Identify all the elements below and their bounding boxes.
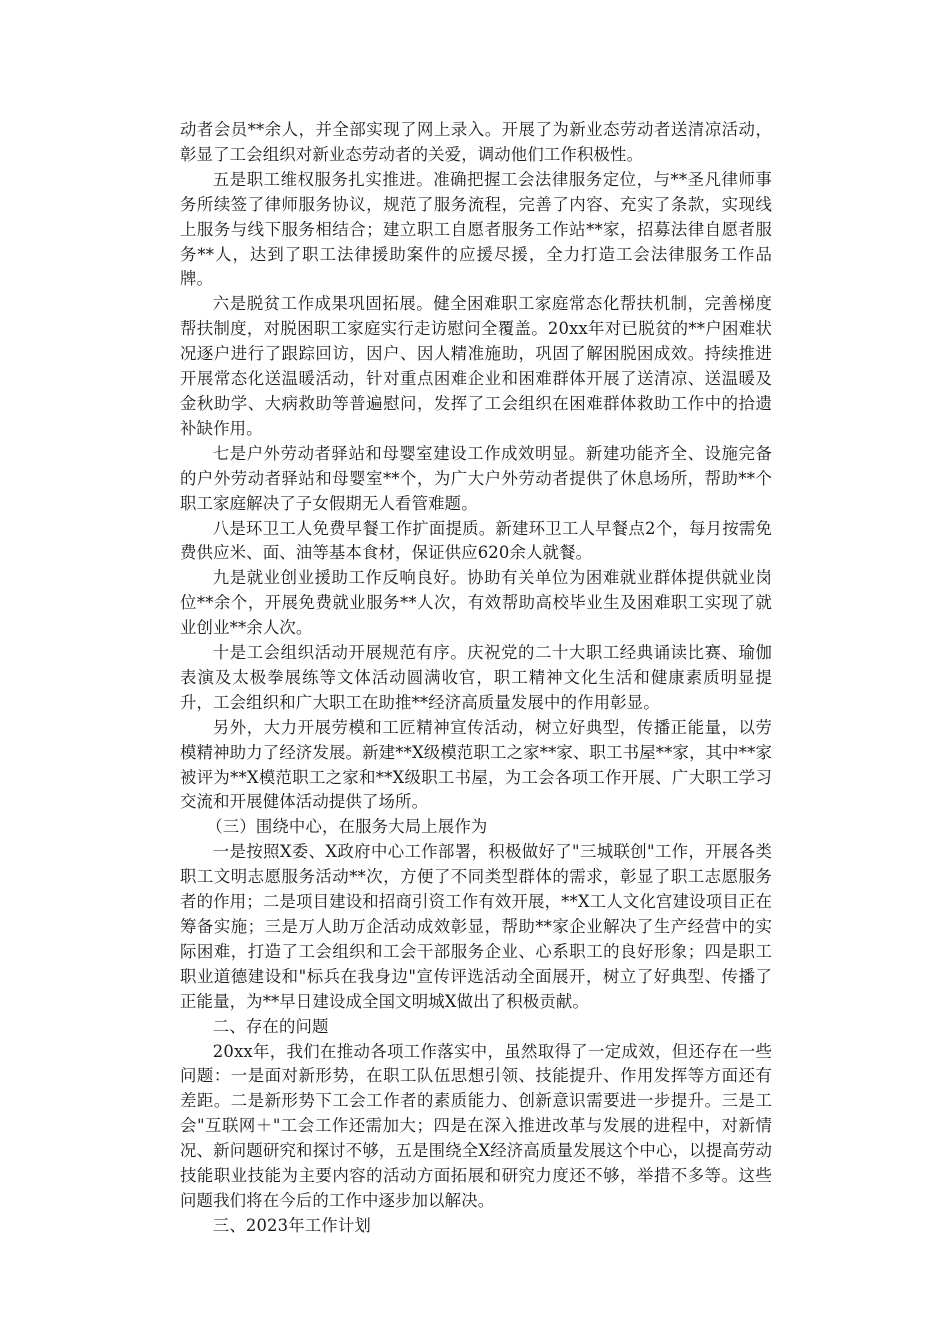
section-heading-3: （三）围绕中心，在服务大局上展作为: [206, 817, 488, 837]
document-body: [180, 118, 772, 1239]
paragraph-continuation: 动者会员**余人，并全部实现了网上录入。开展了为新业态劳动者送清凉活动，彰显了工会组织对新业态劳动者的关爱，调动他们工作积极性。: [180, 120, 772, 164]
paragraph-problems: 20xx年，我们在推动各项工作落实中，虽然取得了一定成效，但还存在一些问题：一是面对新形势，在职工队伍思想引领、技能提升、作用发挥等方面还有差距。二是新形势下工会工作者的素质能力、创新意识需要进一步提升。三是工会"互联网＋"工会工作还需加大；四是在深入推进改革与发展的进程中，对新情况、新问题研究和探讨不够，五是围绕全X经济高质量发展这个中心，以提高劳动技能职业技能为主要内容的活动方面拓展和研究力度还不够，举措不多等。这些问题我们将在今后的工作中逐步加以解决。: [180, 1041, 772, 1210]
paragraph-union-activities: 十是工会组织活动开展规范有序。庆祝党的二十大职工经典诵读比赛、瑜伽表演及太极拳展练等文体活动圆满收官，职工精神文化生活和健康素质明显提升，工会组织和广大职工在助推**经济高质量发展中的作用彰显。: [180, 643, 772, 712]
paragraph-model-workers: 另外，大力开展劳模和工匠精神宣传活动，树立好典型，传播正能量，以劳模精神助力了经济发展。新建**X级模范职工之家**家、职工书屋**家，其中**家被评为**X模范职工之家和**X级职工书屋，为工会各项工作开展、广大职工学习交流和开展健体活动提供了场所。: [180, 717, 772, 812]
paragraph-poverty-relief: 六是脱贫工作成果巩固拓展。健全困难职工家庭常态化帮扶机制，完善梯度帮扶制度，对脱困职工家庭实行走访慰问全覆盖。20xx年对已脱贫的**户困难状况逐户进行了跟踪回访，因户、因人精准施助，巩固了解困脱困成效。持续推进开展常态化送温暖活动，针对重点困难企业和困难群体开展了送清凉、送温暖及金秋助学、大病救助等普遍慰问，发挥了工会组织在困难群体救助工作中的拾遗补缺作用。: [180, 294, 772, 438]
paragraph-outdoor-stations: 七是户外劳动者驿站和母婴室建设工作成效明显。新建功能齐全、设施完备的户外劳动者驿站和母婴室**个，为广大户外劳动者提供了休息场所，帮助**个职工家庭解决了子女假期无人看管难题。: [180, 443, 772, 513]
paragraph-employment-aid: 九是就业创业援助工作反响良好。协助有关单位为困难就业群体提供就业岗位**余个，开展免费就业服务**人次，有效帮助高校毕业生及困难职工实现了就业创业**余人次。: [180, 568, 772, 638]
paragraph-rights-service: 五是职工维权服务扎实推进。准确把握工会法律服务定位，与**圣凡律师事务所续签了律师服务协议，规范了服务流程，完善了内容、充实了条款，实现线上服务与线下服务相结合；建立职工自愿者服务工作站**家，招募法律自愿者服务**人，达到了职工法律援助案件的应援尽援，全力打造工会法律服务工作品牌。: [180, 169, 772, 289]
paragraph-serving-center: 一是按照X委、X政府中心工作部署，积极做好了"三城联创"工作，开展各类职工文明志愿服务活动**次，方便了不同类型群体的需求，彰显了职工志愿服务者的作用；二是项目建设和招商引资工作有效开展，**X工人文化宫建设项目正在筹备实施；三是万人助万企活动成效彰显，帮助**家企业解决了生产经营中的实际困难，打造了工会组织和工会干部服务企业、心系职工的良好形象；四是职工职业道德建设和"标兵在我身边"宣传评选活动全面展开，树立了好典型、传播了正能量，为**早日建设成全国文明城X做出了积极贡献。: [180, 842, 772, 1011]
paragraph-free-breakfast: 八是环卫工人免费早餐工作扩面提质。新建环卫工人早餐点2个，每月按需免费供应米、面、油等基本食材，保证供应620余人就餐。: [180, 518, 772, 563]
section-heading-plan: 三、2023年工作计划: [212, 1215, 371, 1235]
section-heading-problems: 二、存在的问题: [212, 1016, 329, 1036]
